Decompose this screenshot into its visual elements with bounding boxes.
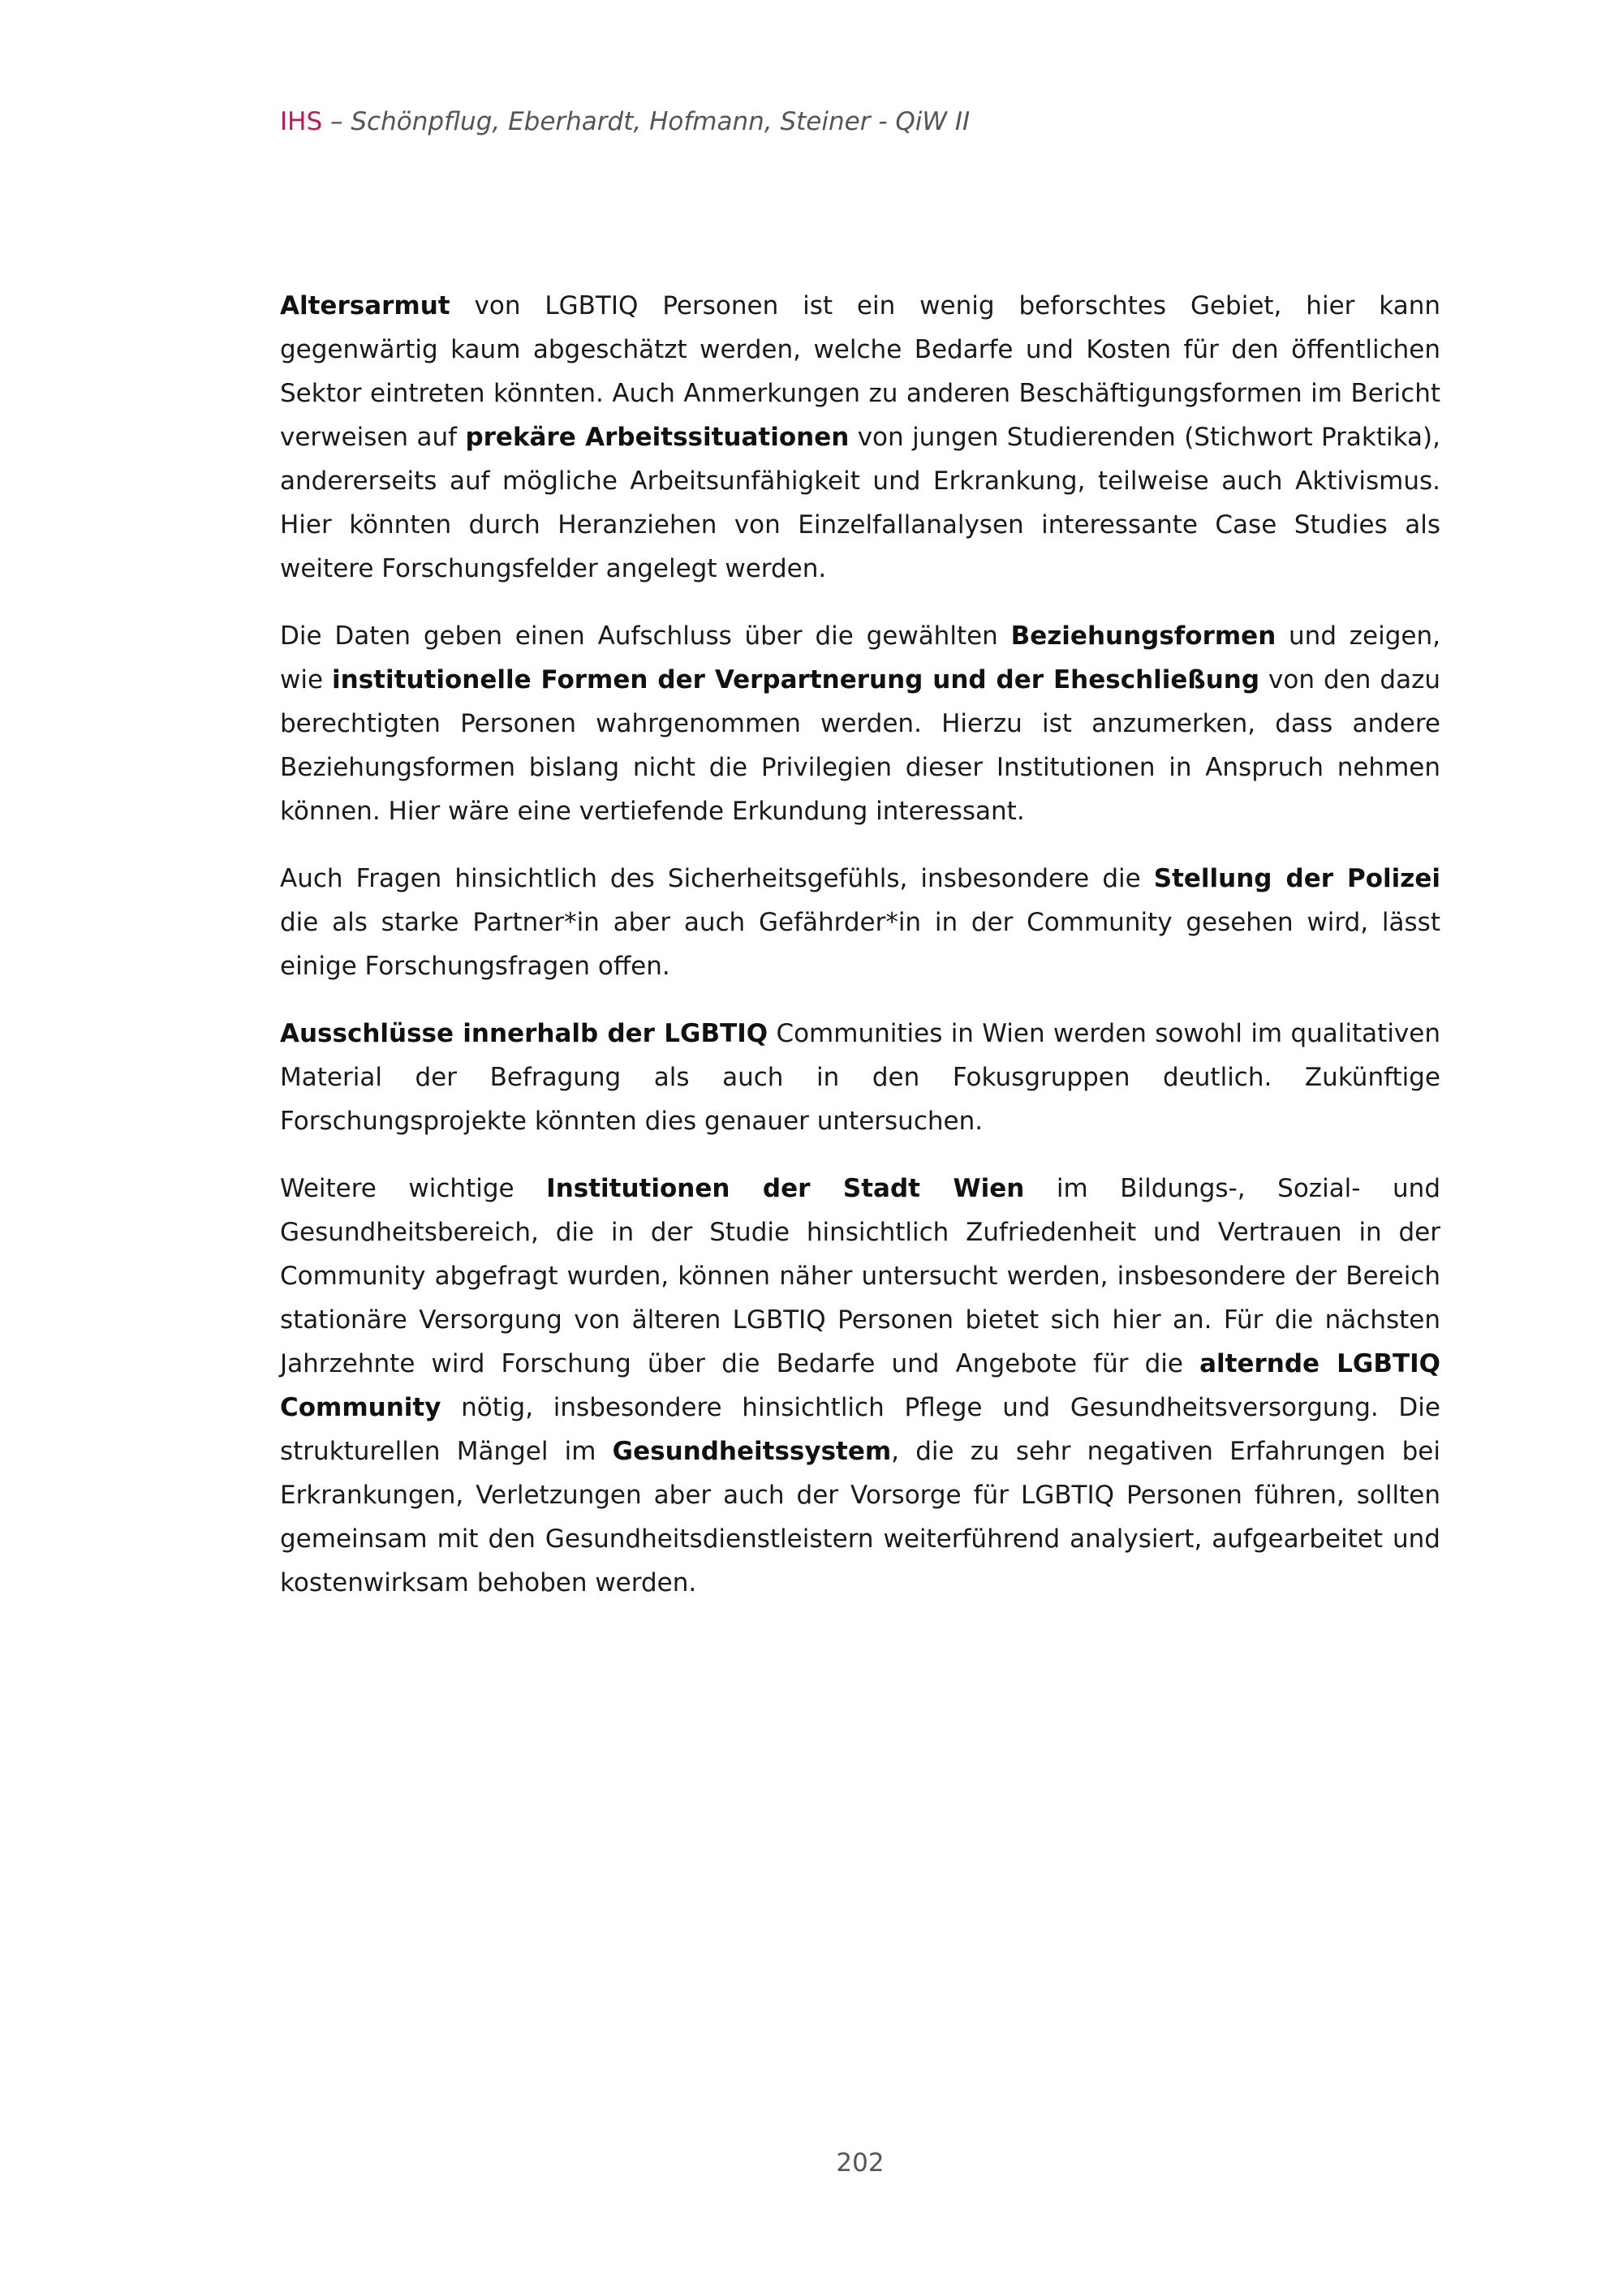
bold-term: Ausschlüsse innerhalb der LGBTIQ (280, 1019, 768, 1048)
bold-term: prekäre Arbeitssituationen (465, 423, 850, 452)
header-authors: Schönpflug, Eberhardt, Hofmann, Steiner - QiW II (351, 107, 971, 136)
text-run: im Bildungs-, Sozial- und Gesundheitsbereich, die in der Studie hinsichtlich Zufriedenheit und Vertrauen in der Community abgefragt wurden, können näher untersucht werden, insbesondere der Bereich stationäre Versorgung von älteren LGBTIQ Personen bietet sich hier an. Für die nächsten Jahrzehnte wird Forschung über die Bedarfe und Angebote für die (280, 1174, 1440, 1378)
text-run: Auch Fragen hinsichtlich des Sicherheitsgefühls, insbesondere die (280, 864, 1154, 893)
bold-term: Beziehungsformen (1010, 621, 1276, 651)
text-run: Communities in Wien werden sowohl im qualitativen Material der Befragung als auch in den Fokusgruppen deutlich. Zukünftige Forschungsprojekte könnten dies genauer untersuchen. (280, 1019, 1441, 1136)
text-run: von den dazu berechtigten Personen wahrgenommen werden. Hierzu ist anzumerken, dass andere Beziehungsformen bislang nicht die Privilegien dieser Institutionen in Anspruch nehmen können. Hier wäre eine vertiefende Erkundung interessant. (280, 665, 1440, 826)
text-run: Weitere wichtige (280, 1174, 547, 1203)
text-run: nötig, insbesondere hinsichtlich Pflege und Gesundheitsversorgung. Die strukturellen Mängel im (280, 1393, 1440, 1466)
paragraph-institutionen (280, 1167, 1440, 1605)
bold-term: Stellung der Polizei (1153, 864, 1440, 893)
text-run: die als starke Partner*in aber auch Gefährder*in in der Community gesehen wird, lässt einige Forschungsfragen offen. (280, 908, 1440, 981)
paragraph-altersarmut (280, 284, 1440, 591)
header-separator: – (322, 107, 351, 136)
text-run: von LGBTIQ Personen ist ein wenig beforschtes Gebiet, hier kann gegenwärtig kaum abgeschätzt werden, welche Bedarfe und Kosten für den öffentlichen Sektor eintreten könnten. Auch Anmerkungen zu anderen Beschäftigungsformen im Bericht verweisen auf (280, 291, 1440, 452)
text-run: Die Daten geben einen Aufschluss über die gewählten (280, 621, 1011, 651)
paragraph-ausschluesse (280, 1012, 1440, 1143)
page-number: 202 (836, 2148, 885, 2178)
text-run: von jungen Studierenden (Stichwort Praktika), andererseits auf mögliche Arbeitsunfähigkeit und Erkrankung, teilweise auch Aktivismus. Hier könnten durch Heranziehen von Einzelfallanalysen interessante Case Studies als weitere Forschungsfelder angelegt werden. (280, 423, 1440, 583)
text-run: , die zu sehr negativen Erfahrungen bei Erkrankungen, Verletzungen aber auch der Vorsorge für LGBTIQ Personen führen, sollten gemeinsam mit den Gesundheitsdienstleistern weiterführend analysiert, aufgearbeitet und kostenwirksam behoben werden. (280, 1437, 1440, 1597)
bold-term: Gesundheitssystem (612, 1437, 892, 1466)
body-text (280, 284, 1440, 1628)
text-run: und zeigen, wie (280, 621, 1440, 694)
paragraph-beziehungsformen (280, 614, 1440, 833)
bold-term: institutionelle Formen der Verpartnerung und der Eheschließung (332, 665, 1260, 694)
paragraph-polizei (280, 857, 1440, 988)
running-header (280, 104, 970, 140)
header-org: IHS (280, 107, 323, 136)
bold-term: Altersarmut (280, 291, 450, 320)
bold-term: Institutionen der Stadt Wien (546, 1174, 1025, 1203)
bold-term: alternde LGBTIQ Community (280, 1349, 1440, 1422)
